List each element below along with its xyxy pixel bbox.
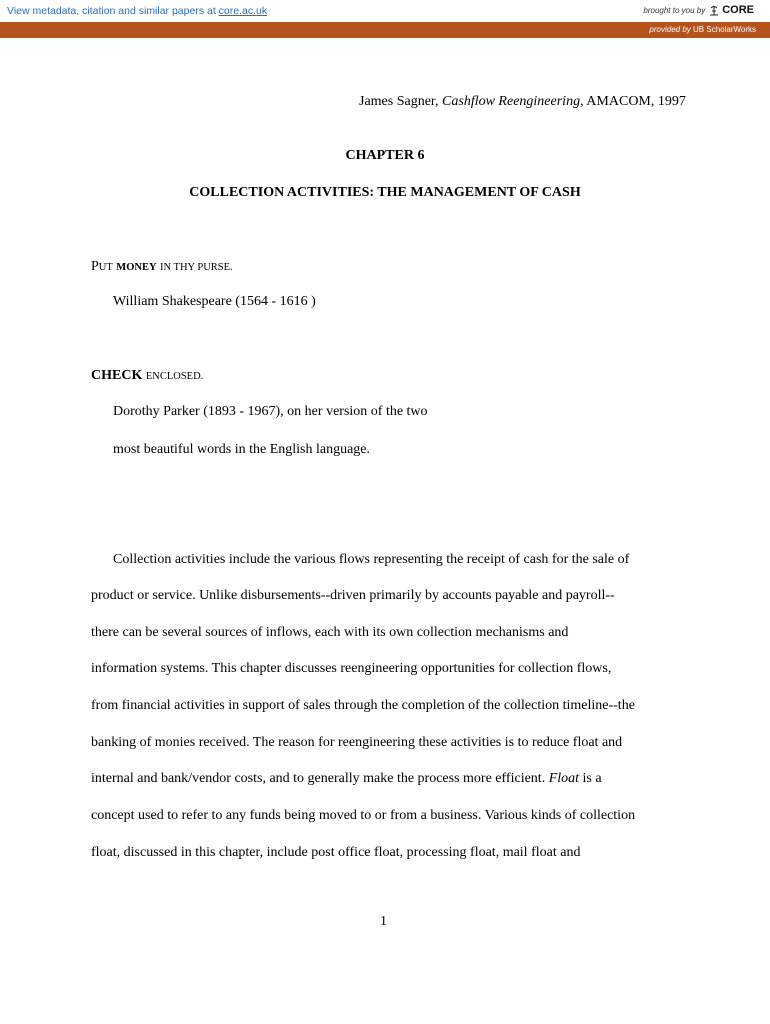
epigraph-1-ut: UT [98,262,113,273]
citation-author: James Sagner, [359,94,443,109]
body-line-5: from financial activities in support of sales through the completion of the collection timeline--the [91,698,635,713]
epigraph-2-check: CHECK [91,368,143,383]
provided-by [649,25,756,34]
body-line-2: product or service. Unlike disbursements--driven primarily by accounts payable and payroll-- [91,588,615,603]
body-line-7 [91,772,602,786]
body-line-6: banking of monies received. The reason for reengineering these activities is to reduce float and [91,735,623,750]
body-line-3: there can be several sources of inflows, each with its own collection mechanisms and [91,625,569,640]
epigraph-2-quote [91,369,203,383]
core-logo-icon [709,4,719,16]
core-link[interactable]: core.ac.uk [218,5,268,17]
epigraph-2-rest: ENCLOSED. [145,371,204,382]
citation [359,95,686,109]
core-banner [0,0,770,22]
core-provided-bar [0,22,770,38]
epigraph-2-attribution-line-2: most beautiful words in the English language. [113,442,371,457]
core-metadata-text: View metadata, citation and similar papers at [7,5,219,17]
core-logo-text: CORE [722,4,754,16]
epigraph-1-money: MONEY [116,262,157,273]
chapter-title: COLLECTION ACTIVITIES: THE MANAGEMENT OF CASH [189,185,581,200]
body-line-7-italic: Float [548,771,580,786]
body-line-9: float, discussed in this chapter, include post office float, processing float, mail float and [91,845,581,860]
core-logo[interactable] [709,4,754,16]
body-line-7-after: is a [579,771,602,786]
body-line-4: information systems. This chapter discusses reengineering opportunities for collection flows, [91,661,612,676]
provided-by-label: provided by [649,25,691,34]
page-number: 1 [380,914,387,929]
epigraph-2-attribution-line-1: Dorothy Parker (1893 - 1967), on her version of the two [113,404,428,419]
core-metadata-notice [7,5,267,17]
brought-by-text: brought to you by [643,5,706,15]
chapter-number: CHAPTER 6 [345,148,425,163]
epigraph-1-rest: IN THY PURSE. [160,262,233,273]
citation-title: Cashflow Reengineering [442,94,581,109]
body-line-1: Collection activities include the various flows representing the receipt of cash for the sale of [113,552,630,567]
provided-by-source[interactable]: UB ScholarWorks [693,25,756,34]
citation-publisher: , AMACOM, 1997 [580,94,686,109]
epigraph-1-initial: P [91,259,99,274]
epigraph-1-attribution: William Shakespeare (1564 - 1616 ) [113,294,316,309]
body-line-7-before: internal and bank/vendor costs, and to generally make the process more efficient. [91,771,549,786]
epigraph-1-quote [91,260,233,274]
brought-by [643,4,754,16]
body-line-8: concept used to refer to any funds being moved to or from a business. Various kinds of collection [91,808,636,823]
